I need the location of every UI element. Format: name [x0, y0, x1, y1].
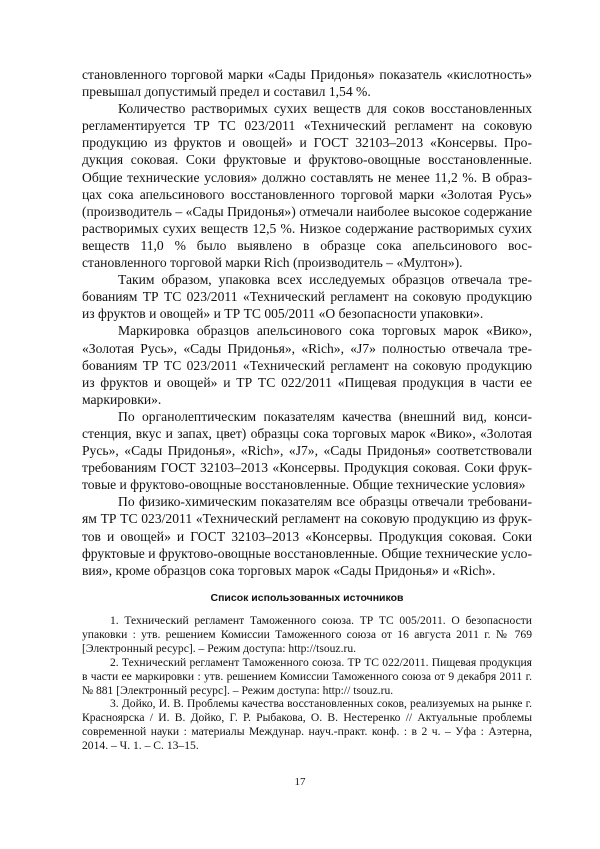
paragraph-physicochemical: По физико-химическим показателям все образцы отвечали требованиям ТР ТС 023/2011 «Технический регламент на соковую продукцию из фруктов и овощей» и ГОСТ 32103–2013 «Консервы. Продукция соковая. Соки фруктовые и фруктово-овощные восстановленные. Общие технические условия», кроме образцов сока торговых марок «Сады Придонья» и «Rich». [82, 494, 532, 578]
reference-item: 1. Технический регламент Таможенного союза. ТР ТС 005/2011. О безопасности упаковки : утв. решением Комиссии Таможенного союза от 16 августа 2011 г. № 769 [Электронный ресурс]. – Режим доступа: http://tsouz.ru. [82, 614, 532, 655]
page-number: 17 [294, 776, 306, 788]
reference-item: 3. Дойко, И. В. Проблемы качества восстановленных соков, реализуемых на рынке г. Красноярска / И. В. Дойко, Г. Р. Рыбакова, О. В. Нестеренко // Актуальные проблемы современной науки : материалы Междунар. науч.-практ. конф. : в 2 ч. – Уфа : Аэтерна, 2014. – Ч. 1. – С. 13–15. [82, 697, 532, 753]
paragraph-soluble-solids: Количество растворимых сухих веществ для соков восстановленных регламентируется ТР ТС 023/2011 «Технический регламент на соковую продукцию из фруктов и овощей» и ГОСТ 32103–2013 «Консервы. Продукция соковая. Соки фруктовые и фруктово-овощные восстановленные. Общие технические условия» должно составлять не менее 11,2 %. В образцах сока апельсинового восстановленного торговой марки «Золотая Русь» (производитель – «Сады Придонья») отмечали наиболее высокое содержание растворимых сухих веществ 12,5 %. Низкое содержание растворимых сухих веществ 11,0 % было выявлено в образце сока апельсинового восстановленного торговой марки Rich (производитель – «Мултон»). [82, 101, 532, 271]
paragraph-continuation: становленного торговой марки «Сады Придонья» показатель «кислотность» превышал допустимый предел и составил 1,54 %. [82, 67, 532, 100]
references-heading: Список использованных источников [210, 592, 404, 604]
reference-item: 2. Технический регламент Таможенного союза. ТР ТС 022/2011. Пищевая продукция в части ее маркировки : утв. решением Комиссии Таможенного союза от 9 декабря 2011 г. № 881 [Электронный ресурс]. – Режим доступа: http:// tsouz.ru. [82, 655, 532, 697]
body-text [82, 66, 532, 579]
references-list [82, 614, 532, 753]
paragraph-packaging: Таким образом, упаковка всех исследуемых образцов отвечала требованиям ТР ТС 023/2011 «Технический регламент на соковую продукцию из фруктов и овощей» и ТР ТС 005/2011 «О безопасности упаковки». [82, 272, 532, 322]
paragraph-labeling: Маркировка образцов апельсинового сока торговых марок «Вико», «Золотая Русь», «Сады Придонья», «Rich», «J7» полностью отвечала требованиям ТР ТС 023/2011 «Технический регламент на соковую продукцию из фруктов и овощей» и ТР ТС 022/2011 «Пищевая продукция в части ее маркировки». [82, 323, 532, 407]
paragraph-organoleptic: По органолептическим показателям качества (внешний вид, консистенция, вкус и запах, цвет) образцы сока торговых марок «Вико», «Золотая Русь», «Сады Придонья», «Rich», «J7», «Сады Придонья» соответствовали требованиям ГОСТ 32103–2013 «Консервы. Продукция соковая. Соки фруктовые и фруктово-овощные восстановленные. Общие технические условия» [82, 408, 532, 493]
